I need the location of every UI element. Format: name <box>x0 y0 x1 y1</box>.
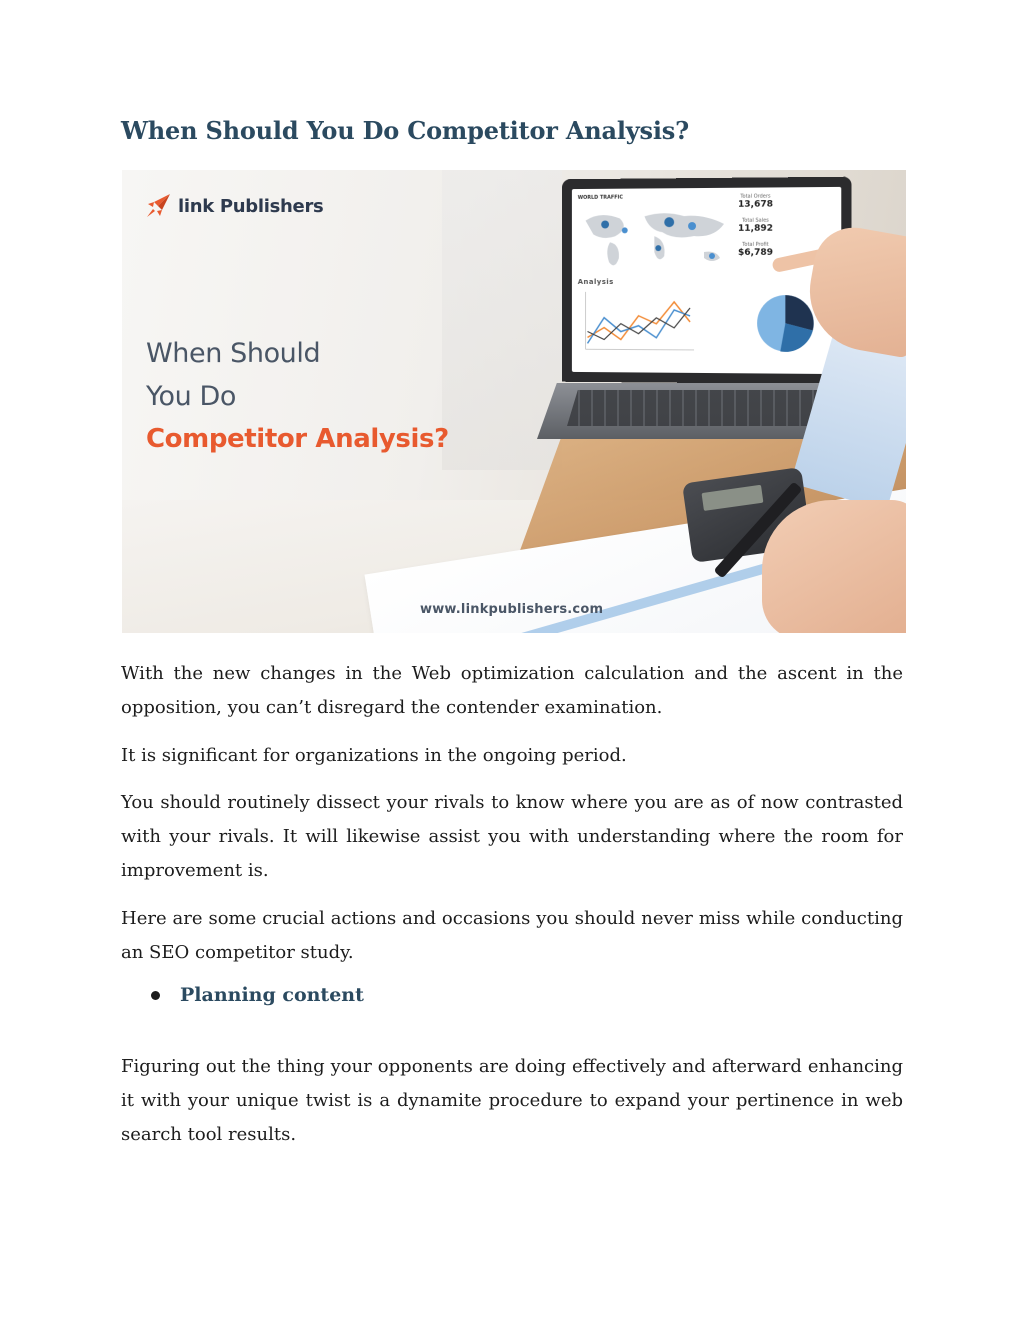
hero-heading-line-1: When Should <box>146 338 321 369</box>
laptop-keyboard <box>567 390 837 426</box>
stat-value: $6,789 <box>738 247 773 258</box>
bullet-list-item <box>151 984 364 1006</box>
hero-image <box>122 170 906 633</box>
paragraph: With the new changes in the Web optimization calculation and the ascent in the opposition, you can’t disregard the contender examination. <box>121 663 903 718</box>
stat-label: Total Profit <box>742 241 769 248</box>
dashboard-display <box>572 187 841 374</box>
stat-label: Total Sales <box>742 217 769 224</box>
stat-label: Total Orders <box>740 193 771 200</box>
paragraph: It is significant for organizations in the ongoing period. <box>121 745 627 766</box>
analysis-label: Analysis <box>577 278 614 286</box>
laptop-screen <box>562 177 851 385</box>
bullet-icon <box>151 991 160 1000</box>
line-chart-graphic <box>580 288 698 358</box>
stat-value: 13,678 <box>738 199 773 210</box>
brand-logo <box>144 192 323 220</box>
hero-heading-line-2: You Do <box>146 381 237 412</box>
page-title: When Should You Do Competitor Analysis? <box>121 116 689 145</box>
world-map-graphic <box>576 200 734 280</box>
stat-total-sales <box>738 218 773 234</box>
rocket-icon <box>144 192 172 220</box>
paragraph: Here are some crucial actions and occasions you should never miss while conducting an SEO competitor study. <box>121 908 903 963</box>
world-traffic-label: WORLD TRAFFIC <box>577 194 623 201</box>
logo-text: link Publishers <box>178 195 324 217</box>
paragraph: Figuring out the thing your opponents are doing effectively and afterward enhancing it with your unique twist is a dynamite procedure to expand your pertinence in web search tool results. <box>121 1056 903 1145</box>
stat-total-profit <box>738 242 773 258</box>
paragraph: You should routinely dissect your rivals to know where you are as of now contrasted with your rivals. It will likewise assist you with understanding where the room for improvement is. <box>121 792 903 881</box>
writing-hand <box>762 500 906 633</box>
calculator-display <box>702 485 764 511</box>
stat-value: 11,892 <box>738 223 773 234</box>
bullet-heading: Planning content <box>180 984 364 1006</box>
hero-heading-highlight: Competitor Analysis? <box>146 424 449 454</box>
website-url: www.linkpublishers.com <box>420 602 604 617</box>
stat-total-orders <box>738 193 773 209</box>
